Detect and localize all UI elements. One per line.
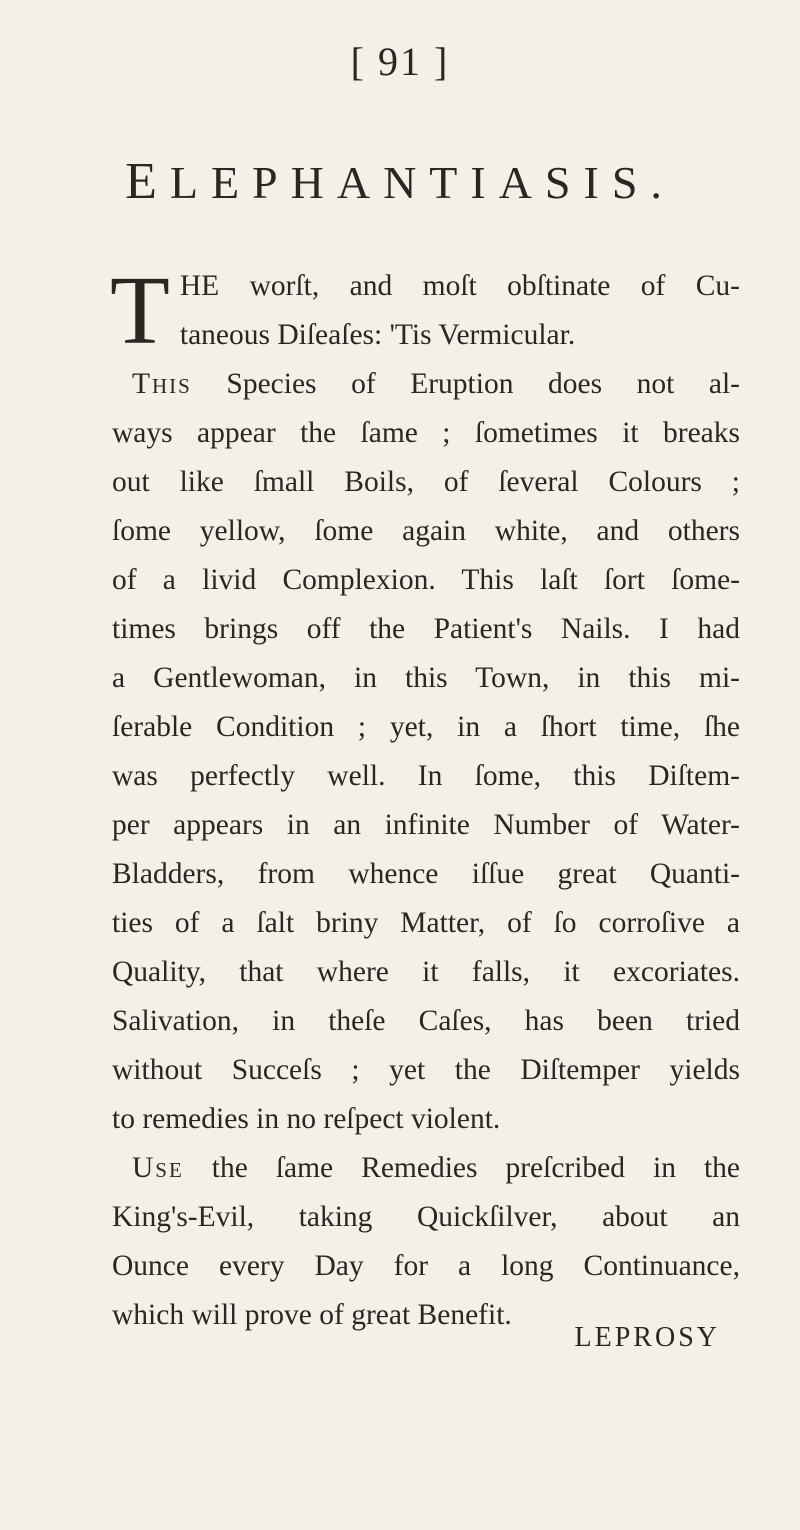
text-line: per appears in an infinite Number of Water-: [112, 809, 740, 841]
body-text: [110, 257, 740, 1340]
paragraph-2: [112, 360, 740, 1144]
text-line: taneous Diſeaſes: 'Tis Vermicular.: [179, 319, 576, 351]
section-heading: [0, 152, 800, 211]
text-line: Quality, that where it falls, it excoriates.: [112, 956, 740, 988]
text-line: which will prove of great Benefit.: [112, 1299, 512, 1331]
text-line: ſerable Condition ; yet, in a ſhort time, ſhe: [112, 711, 740, 743]
paragraph-3: [112, 1144, 740, 1340]
text-line: Use the ſame Remedies preſcribed in the: [132, 1152, 740, 1184]
text-line: Ounce every Day for a long Continuance,: [112, 1250, 740, 1282]
text-line: ways appear the ſame ; ſometimes it breaks: [112, 417, 740, 449]
text-line: of a livid Complexion. This laſt ſort ſome-: [112, 564, 740, 596]
text-line: This Species of Eruption does not al-: [132, 368, 740, 400]
catchword: LEPROSY: [574, 1322, 720, 1353]
heading-rest: LEPHANTIASIS.: [169, 157, 675, 208]
paragraph-lead-word: Use: [132, 1152, 184, 1184]
text-line: Salivation, in theſe Caſes, has been tried: [112, 1005, 740, 1037]
paragraph-1: [110, 257, 740, 365]
text-line: out like ſmall Boils, of ſeveral Colours ;: [112, 466, 740, 498]
text-line: was perfectly well. In ſome, this Diſtem-: [112, 760, 740, 792]
drop-cap: T: [110, 257, 170, 365]
heading-initial: E: [125, 153, 170, 210]
page-number: [ 91 ]: [350, 39, 450, 84]
text-line: King's-Evil, taking Quickſilver, about an: [112, 1201, 740, 1233]
text-line: without Succeſs ; yet the Diſtemper yields: [112, 1054, 740, 1086]
text-line: to remedies in no reſpect violent.: [112, 1103, 501, 1135]
text-line: HE worſt, and moſt obſtinate of Cu-: [179, 270, 740, 302]
text-line: ſome yellow, ſome again white, and others: [112, 515, 740, 547]
paragraph-lead-word: This: [132, 368, 192, 400]
text-line: ties of a ſalt briny Matter, of ſo corroſive a: [112, 907, 740, 939]
text-line: times brings off the Patient's Nails. I had: [112, 613, 740, 645]
text-line: a Gentlewoman, in this Town, in this mi-: [112, 662, 740, 694]
text-line: Bladders, from whence iſſue great Quanti-: [112, 858, 740, 890]
